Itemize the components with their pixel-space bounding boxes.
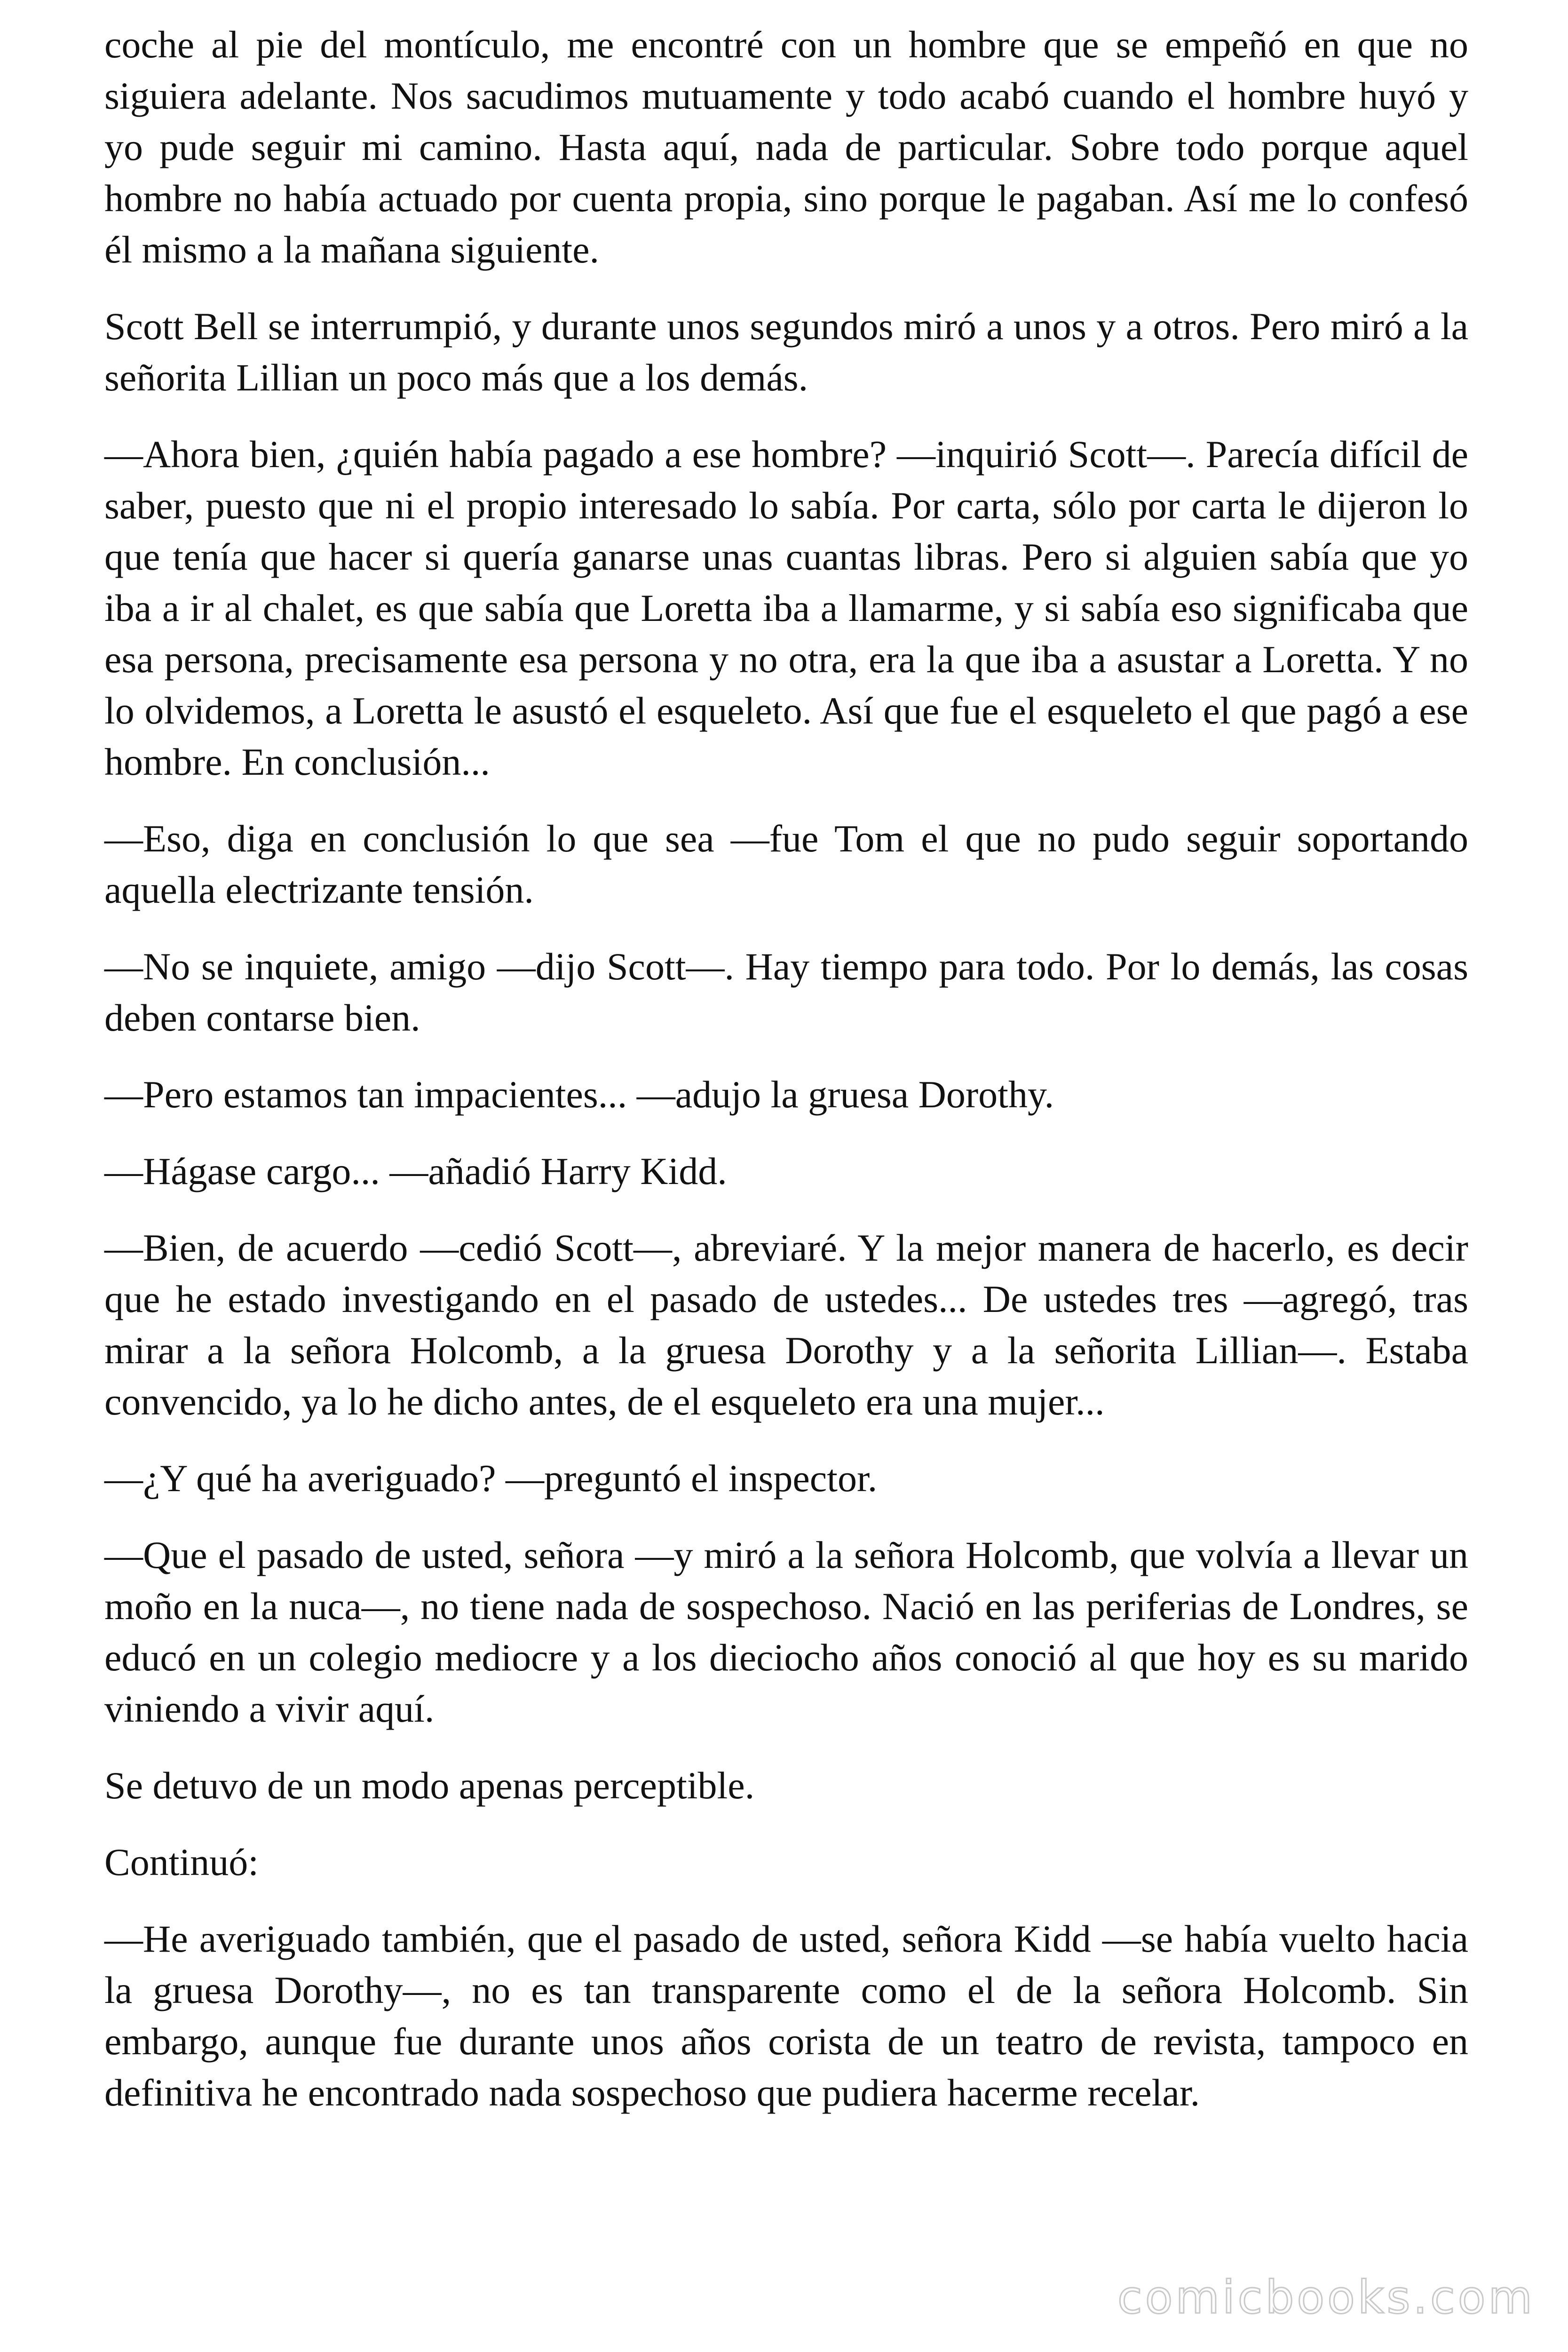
paragraph-3: —Ahora bien, ¿quién había pagado a ese hombre? —inquirió Scott—. Parecía difícil de saber, puesto que ni el propio interesado lo sabía. Por carta, sólo por carta le dijeron lo que tenía que hacer si quería ganarse unas cuantas libras. Pero si alguien sabía que yo iba a ir al chalet, es que sabía que Loretta iba a llamarme, y si sabía eso significaba que esa persona, precisamente esa persona y no otra, era la que iba a asustar a Loretta. Y no lo olvidemos, a Loretta le asustó el esqueleto. Así que fue el esqueleto el que pagó a ese hombre. En conclusión... xyxy=(104,433,1468,783)
book-page xyxy=(104,0,1468,2352)
paragraph-2: Scott Bell se interrumpió, y durante unos segundos miró a unos y a otros. Pero miró a la señorita Lillian un poco más que a los demás. xyxy=(104,305,1468,399)
paragraph-9: —¿Y qué ha averiguado? —preguntó el inspector. xyxy=(104,1457,878,1500)
paragraph-5: —No se inquiete, amigo —dijo Scott—. Hay tiempo para todo. Por lo demás, las cosas deben contarse bien. xyxy=(104,945,1468,1039)
paragraph-8: —Bien, de acuerdo —cedió Scott—, abreviaré. Y la mejor manera de hacerlo, es decir que he estado investigando en el pasado de ustedes... De ustedes tres —agregó, tras mirar a la señora Holcomb, a la gruesa Dorothy y a la señorita Lillian—. Estaba convencido, ya lo he dicho antes, de el esqueleto era una mujer... xyxy=(104,1226,1468,1423)
paragraph-6: —Pero estamos tan impacientes... —adujo la gruesa Dorothy. xyxy=(104,1073,1054,1116)
paragraph-1: coche al pie del montículo, me encontré con un hombre que se empeñó en que no siguiera adelante. Nos sacudimos mutuamente y todo acabó cuando el hombre huyó y yo pude seguir mi camino. Hasta aquí, nada de particular. Sobre todo porque aquel hombre no había actuado por cuenta propia, sino porque le pagaban. Así me lo confesó él mismo a la mañana siguiente. xyxy=(104,23,1468,271)
paragraph-11: Se detuvo de un modo apenas perceptible. xyxy=(104,1764,755,1807)
paragraph-7: —Hágase cargo... —añadió Harry Kidd. xyxy=(104,1150,727,1192)
page-text-body xyxy=(104,19,1468,2144)
paragraph-12: Continuó: xyxy=(104,1841,259,1883)
paragraph-4: —Eso, diga en conclusión lo que sea —fue Tom el que no pudo seguir soportando aquella electrizante tensión. xyxy=(104,817,1468,911)
paragraph-13: —He averiguado también, que el pasado de usted, señora Kidd —se había vuelto hacia la gruesa Dorothy—, no es tan transparente como el de la señora Holcomb. Sin embargo, aunque fue durante unos años corista de un teatro de revista, tampoco en definitiva he encontrado nada sospechoso que pudiera hacerme recelar. xyxy=(104,1917,1468,2114)
paragraph-10: —Que el pasado de usted, señora —y miró a la señora Holcomb, que volvía a llevar un moño en la nuca—, no tiene nada de sospechoso. Nació en las periferias de Londres, se educó en un colegio mediocre y a los dieciocho años conoció al que hoy es su marido viniendo a vivir aquí. xyxy=(104,1534,1468,1730)
watermark-logo: comicbooks.com xyxy=(1117,2271,1535,2324)
